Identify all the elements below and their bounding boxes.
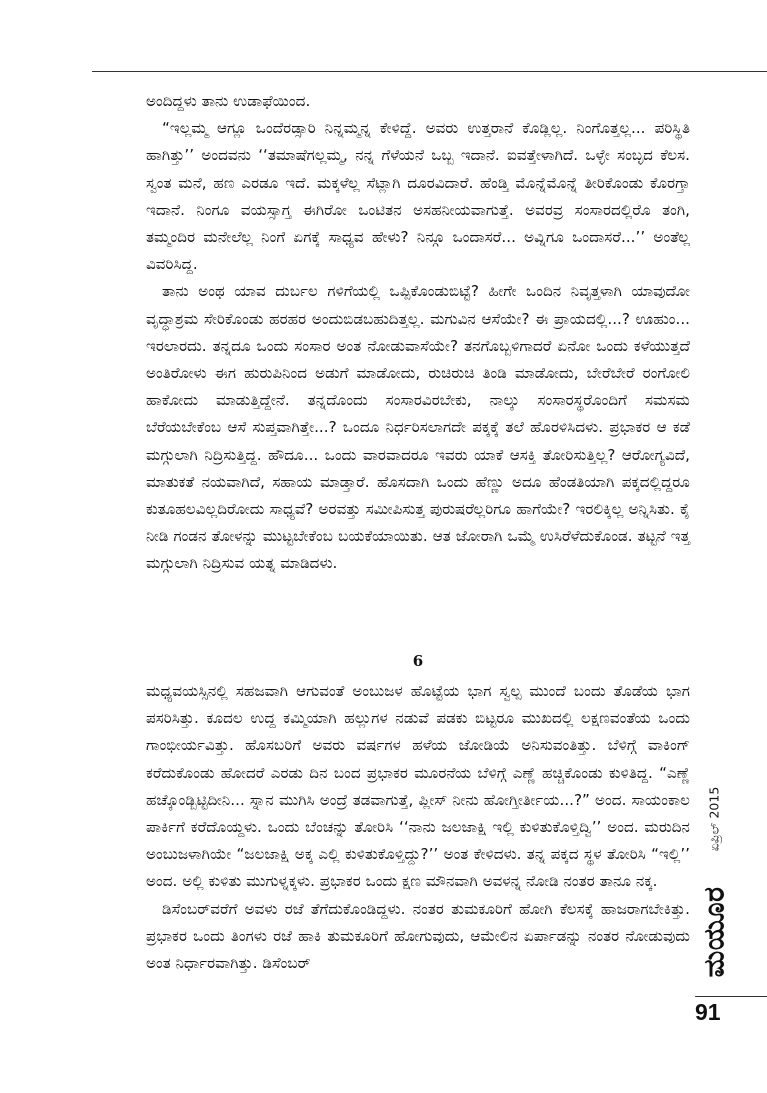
paragraph: ಡಿಸೆಂಬರ್‌ವರೆಗೆ ಅವಳು ರಜೆ ತೆಗೆದುಕೊಂಡಿದ್ದಳು. ನಂತರ ತುಮಕೂರಿಗೆ ಹೋಗಿ ಕೆಲಸಕ್ಕೆ ಹಾಜರಾಗಬೇಕಿತ್ತು. ಪ್ರಭಾಕರ ಒಂದು ತಿಂಗಳು ರಜೆ ಹಾಕಿ ತುಮಕೂರಿಗೆ ಹೋಗುವುದು, ಆಮೇಲಿನ ಏರ್ಪಾಡನ್ನು ನಂತರ ನೋಡುವುದು ಅಂತ ನಿರ್ಧಾರವಾಗಿತ್ತು. ಡಿಸೆಂಬರ್ <box>146 899 690 973</box>
magazine-name-text: ಮಯೂರ <box>697 886 731 978</box>
top-rule <box>92 71 767 72</box>
story-text-part2 <box>146 678 690 977</box>
page-number-rule <box>695 996 767 997</box>
story-text-part1 <box>146 88 690 578</box>
issue-date <box>694 770 734 868</box>
paragraph: ಮಧ್ಯವಯಸ್ಸಿನಲ್ಲಿ ಸಹಜವಾಗಿ ಆಗುವಂತೆ ಅಂಬುಜಳ ಹೊಟ್ಟೆಯ ಭಾಗ ಸ್ವಲ್ಪ ಮುಂದೆ ಬಂದು ತೊಡೆಯ ಭಾಗ ಪಸರಿಸಿತ್ತು. ಕೂದಲ ಉದ್ದ ಕಮ್ಮಿಯಾಗಿ ಹಲ್ಲುಗಳ ನಡುವೆ ಪಡಕು ಬಿಟ್ಟರೂ ಮುಖದಲ್ಲಿ ಲಕ್ಷಣವಂತೆಯ ಒಂದು ಗಾಂಭೀರ್ಯವಿತ್ತು. ಹೊಸಬರಿಗೆ ಅವರು ವರ್ಷಗಳ ಹಳೆಯ ಜೋಡಿಯೆ ಅನಿಸುವಂತಿತ್ತು. ಬೆಳಿಗ್ಗೆ ವಾಕಿಂಗ್ ಕರೆದುಕೊಂಡು ಹೋದರೆ ಎರಡು ದಿನ ಬಂದ ಪ್ರಭಾಕರ ಮೂರನೆಯ ಬೆಳಿಗ್ಗೆ ಎಣ್ಣೆ ಹಚ್ಚಿಕೊಂಡು ಕುಳಿತಿದ್ದ. “ಎಣ್ಣೆ ಹಚ್ಕೊಂಡ್ಬಿಟ್ಟಿದೀನಿ... ಸ್ನಾನ ಮುಗಿಸಿ ಅಂದ್ರೆ ತಡವಾಗುತ್ತೆ, ಪ್ಲೀಸ್ ನೀನು ಹೋಗ್ತೀರ್ತೀಯ...?” ಅಂದ. ಸಾಯಂಕಾಲ ಪಾರ್ಕಿಗೆ ಕರೆದೊಯ್ದಳು. ಒಂದು ಬೆಂಚನ್ನು ತೋರಿಸಿ ‘‘ನಾನು ಜಲಜಾಕ್ಷಿ ಇಲ್ಲಿ ಕುಳಿತುಕೊಳ್ತಿದ್ವಿ’’ ಅಂದ. ಮರುದಿನ ಅಂಬುಜಳಾಗಿಯೇ “ಜಲಜಾಕ್ಷಿ ಅಕ್ಕ ಎಲ್ಲಿ ಕುಳಿತುಕೊಳ್ತಿದ್ದು?’’ ಅಂತ ಕೇಳಿದಳು. ತನ್ನ ಪಕ್ಕದ ಸ್ಥಳ ತೋರಿಸಿ “ಇಲ್ಲಿ’’ ಅಂದ. ಅಲ್ಲಿ ಕುಳಿತು ಮುಗುಳ್ನಕ್ಕಳು. ಪ್ರಭಾಕರ ಒಂದು ಕ್ಷಣ ಮೌನವಾಗಿ ಅವಳನ್ನ ನೋಡಿ ನಂತರ ತಾನೂ ನಕ್ಕ. <box>146 682 690 891</box>
paragraph: ಅಂದಿದ್ದಳು ತಾನು ಉಡಾಫೆಯಿಂದ. <box>146 92 311 110</box>
page-number: 91 <box>695 999 721 1025</box>
section-number: 6 <box>412 652 424 670</box>
issue-date-text: ಏಪ್ರಿಲ್ 2015 <box>706 786 721 852</box>
magazine-logo <box>690 870 738 994</box>
paragraph: “ಇಲ್ಲಮ್ಮ ಆಗ್ಲೂ ಒಂದೆರಡ್ಸಾರಿ ನಿನ್ನಮ್ಮನ್ನ ಕೇಳಿದ್ದೆ. ಅವರು ಉತ್ತರಾನೆ ಕೊಡ್ಲಿಲ್ಲ. ನಿಂಗೊತ್ತಲ್ಲ... ಪರಿಸ್ಥಿತಿ ಹಾಗಿತ್ತು’’ ಅಂದವನು ‘‘ತಮಾಷೆಗಲ್ಲಮ್ಮ, ನನ್ನ ಗೆಳೆಯನೆ ಒಬ್ಬ ಇದಾನೆ. ಐವತ್ತೇಳಾಗಿದೆ. ಒಳ್ಳೇ ಸಂಬ್ಳದ ಕೆಲಸ. ಸ್ವಂತ ಮನೆ, ಹಣ ಎರಡೂ ಇದೆ. ಮಕ್ಕಳೆಲ್ಲ ಸೆಟ್ಲಾಗಿ ದೂರವಿದಾರೆ. ಹೆಂಡ್ತಿ ಮೊನ್ನೆಮೊನ್ನೆ ತೀರಿಕೊಂಡು ಕೊರಗ್ತಾ ಇದಾನೆ. ನಿಂಗೂ ವಯಸ್ಸಾಗ್ತ ಈಗಿರೋ ಒಂಟಿತನ ಅಸಹನೀಯವಾಗುತ್ತೆ. ಅವರವ್ರ ಸಂಸಾರದಲ್ಲಿರೊ ತಂಗಿ, ತಮ್ಮಂದಿರ ಮನೇಲೆಲ್ಲ ನಿಂಗೆ ಏಗಕ್ಕೆ ಸಾಧ್ಯವ ಹೇಳು? ನಿನ್ಗೂ ಒಂದಾಸರೆ... ಅವ್ನಿಗೂ ಒಂದಾಸರೆ...’’ ಅಂತೆಲ್ಲ ವಿವರಿಸಿದ್ದ. <box>146 119 690 274</box>
paragraph: ತಾನು ಅಂಥ ಯಾವ ದುರ್ಬಲ ಗಳಿಗೆಯಲ್ಲಿ ಒಪ್ಪಿಕೊಂಡುಬಿಟ್ಟೆ? ಹೀಗೇ ಒಂದಿನ ನಿವೃತ್ತಳಾಗಿ ಯಾವುದೋ ವೃದ್ಧಾಶ್ರಮ ಸೇರಿಕೊಂಡು ಹರಹರ ಅಂದುಬಿಡಬಹುದಿತ್ತಲ್ಲ. ಮಗುವಿನ ಆಸೆಯೇ? ಈ ಪ್ರಾಯದಲ್ಲಿ...? ಊಹುಂ... ಇರಲಾರದು. ತನ್ನದೂ ಒಂದು ಸಂಸಾರ ಅಂತ ನೋಡುವಾಸೆಯೇ? ತನಗೊಬ್ಬಳಿಗಾದರೆ ಏನೋ ಒಂದು ಕಳೆಯುತ್ತದೆ ಅಂತಿರೋಳು ಈಗ ಹುರುಪಿನಿಂದ ಅಡುಗೆ ಮಾಡೋದು, ರುಚಿರುಚಿ ತಿಂಡಿ ಮಾಡೋದು, ಬೇರೆಬೇರೆ ರಂಗೋಲಿ ಹಾಕೋದು ಮಾಡುತ್ತಿದ್ದೇನೆ. ತನ್ನದೊಂದು ಸಂಸಾರವಿರಬೇಕು, ನಾಲ್ಕು ಸಂಸಾರಸ್ಥರೊಂದಿಗೆ ಸಮಸಮ ಬೆರೆಯಬೇಕೆಂಬ ಆಸೆ ಸುಪ್ತವಾಗಿತ್ತೇ...? ಒಂದೂ ನಿರ್ಧರಿಸಲಾಗದೇ ಪಕ್ಕಕ್ಕೆ ತಲೆ ಹೊರಳಿಸಿದಳು. ಪ್ರಭಾಕರ ಆ ಕಡೆ ಮಗ್ಗುಲಾಗಿ ನಿದ್ರಿಸುತ್ತಿದ್ದ. ಹೌದೂ... ಒಂದು ವಾರವಾದರೂ ಇವರು ಯಾಕೆ ಆಸಕ್ತಿ ತೋರಿಸುತ್ತಿಲ್ಲ? ಆರೋಗ್ಯವಿದೆ, ಮಾತುಕತೆ ನಯವಾಗಿದೆ, ಸಹಾಯ ಮಾಡ್ತಾರೆ. ಹೊಸದಾಗಿ ಒಂದು ಹೆಣ್ಣು ಅದೂ ಹೆಂಡತಿಯಾಗಿ ಪಕ್ಕದಲ್ಲಿದ್ದರೂ ಕುತೂಹಲವಿಲ್ಲದಿರೋದು ಸಾಧ್ಯವೆ? ಅರವತ್ತು ಸಮೀಪಿಸುತ್ತ ಪುರುಷರೆಲ್ಲರಿಗೂ ಹಾಗೆಯೇ? ಇರಲಿಕ್ಕಿಲ್ಲ ಅನ್ನಿಸಿತು. ಕೈ ನೀಡಿ ಗಂಡನ ತೋಳನ್ನು ಮುಟ್ಟಬೇಕೆಂಬ ಬಯಕೆಯಾಯಿತು. ಆತ ಜೋರಾಗಿ ಒಮ್ಮೆ ಉಸಿರೆಳೆದುಕೊಂಡ. ತಟ್ಟನೆ ಇತ್ತ ಮಗ್ಗುಲಾಗಿ ನಿದ್ರಿಸುವ ಯತ್ನ ಮಾಡಿದಳು. <box>146 282 690 573</box>
